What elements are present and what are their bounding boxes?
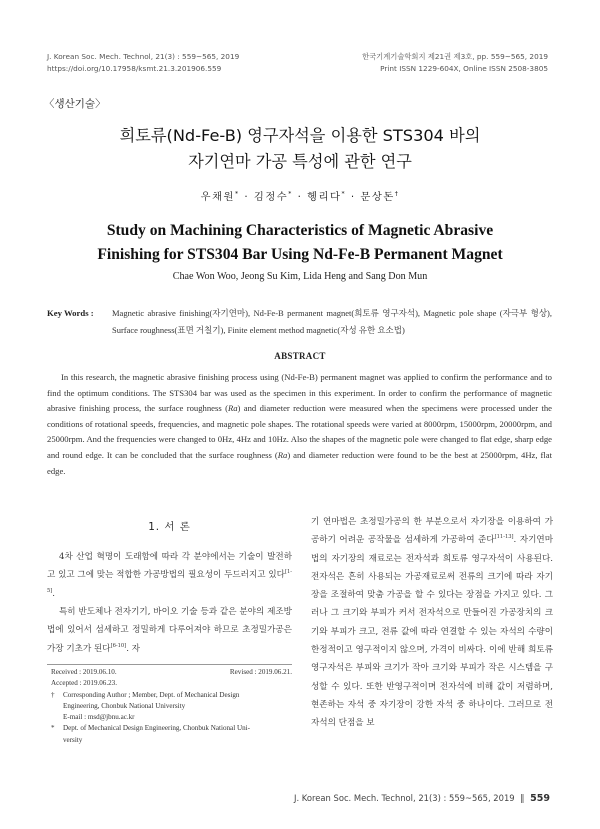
abstract-heading: ABSTRACT [274,351,326,361]
footer-citation: J. Korean Soc. Mech. Technol, 21(3) : 559~565, 2019 [294,793,515,803]
footer [294,793,550,804]
abstract-text-2: ) and diameter reduction were measured when the specimens were processed under the conditions of rotational speeds, frequencies, and magnetic pole shapes. The rotational speeds were varied at 8000rpm, 15000rpm, 20000rpm, and 25000rpm. And the frequencies were changed to 0Hz, 4Hz and 10Hz. Also the shapes of the magnetic pole were changed to flat edge, sharp edge and round edge. It can be concluded that the surface roughness ( [47,403,552,460]
right-text-2: . 자기연마법의 자기장의 재료로는 전자석과 희토류 영구자석이 사용된다. 전자석은 흔히 사용되는 가공재료로써 전류의 크기에 따라 자기장을 조절하여 맞춤 가공을 할 수 있다는 장점을 가지고 있다. 그러나 그 크기와 부피가 커서 전자석으로 만들어진 가공장치의 크기와 부피가 크고, 전류 값에 따라 연결할 수 있는 자석의 수량이 한정적이고 영구적이지 않으며, 가격이 비싸다. 이에 반해 희토류 영구자석은 부피와 크기가 작아 크기와 부피가 작은 시스템을 구성할 수 있다. 또한 반영구적이며 전자석에 비해 값이 저렴하며, 현존하는 자석 중 자기장이 강한 자석 중 하나이다. 그러므로 전자석의 단점을 보 [311,535,553,729]
received-date: Received : 2019.06.10. [51,668,117,676]
footer-separator: ‖ [520,793,525,803]
article-category: 〈생산기술〉 [44,98,106,110]
intro-paragraph-1 [47,548,292,603]
authors-korean [0,188,600,203]
author-separator: · [292,191,308,203]
title-korean-line2: 자기연마 가공 특성에 관한 연구 [188,152,412,171]
keywords-block [47,305,552,339]
title-english-line1: Study on Machining Characteristics of Magnetic Abrasive [106,222,494,239]
authors-english: Chae Won Woo, Jeong Su Kim, Lida Heng and Sang Don Mun [172,271,428,282]
author-mark: * [234,190,240,198]
corresponding-email: E-mail : msd@jbnu.ac.kr [63,713,135,722]
author-ko-2: 김정수 [253,191,289,203]
intro-text-2-end: . 자 [126,643,140,654]
affiliation-note [47,723,292,746]
intro-text-1: 4차 산업 혁명이 도래함에 따라 각 분야에서는 기술이 발전하고 있고 그에 맞는 적합한 가공방법의 필요성이 두드러지고 있다 [47,552,292,581]
affiliation-line2: versity [63,735,83,744]
author-ko-1: 우채원 [200,191,235,203]
revised-date: Revised : 2019.06.21. [229,668,292,676]
header-doi: https://doi.org/10.17958/ksmt.21.3.201906.559 [47,64,222,73]
author-mark: * [341,190,347,198]
citation-ref: [6-10] [110,642,127,649]
intro-text-1-end: . [52,588,56,599]
abstract-text-3: ) and diameter reduction were found to be the best at 25000rpm, 4Hz, flat edge. [47,449,552,476]
abstract-text-1: In this research, the magnetic abrasive finishing process using (Nd-Fe-B) permanent magnet was applied to confirm the performance and to find the optimum conditions. The STS304 bar was used as the specimen in this experiment. In order to confirm the performance of magnetic abrasive finishing process, the surface roughness ( [47,372,552,414]
title-english-line2: Finishing for STS304 Bar Using Nd-Fe-B Permanent Magnet [97,245,503,263]
title-korean [0,123,600,175]
author-ko-3: 헹리다 [307,191,342,203]
author-ko-4: 문상돈 [360,191,395,203]
corresponding-author [47,690,292,724]
dagger-mark: † [51,690,55,699]
abstract-ra: Ra [277,449,288,460]
author-separator: · [346,191,361,203]
affiliation-line1: Dept. of Mechanical Design Engineering, Chonbuk National Uni- [63,724,250,733]
header-journal-citation: J. Korean Soc. Mech. Technol, 21(3) : 559~565, 2019 [47,52,240,61]
author-dagger: † [394,190,400,198]
abstract-ra: Ra [227,403,238,414]
title-english [0,219,600,266]
citation-ref: [11-13] [494,534,514,541]
footnote-divider [47,664,292,665]
corresponding-line1: Corresponding Author ; Member, Dept. of Mechanical Design [63,690,240,699]
section-heading-introduction: 1. 서 론 [148,521,191,533]
right-column-text [311,513,553,733]
keywords-label: Key Words : [47,308,94,318]
title-korean-line1: 희토류(Nd-Fe-B) 영구자석을 이용한 STS304 바의 [119,126,481,145]
abstract-body [47,370,552,479]
header-korean-citation: 한국기계기술학회지 제21권 제3호, pp. 559~565, 2019 [362,52,548,61]
intro-paragraph-2 [47,603,292,658]
keywords-text: Magnetic abrasive finishing(자기연마), Nd-Fe-B permanent magnet(희토류 영구자석), Magnetic pole shape (자극부 형상), Surface roughness(표면 거칠기), Finite element method magnetic(자성 유한 요소법) [112,308,552,335]
author-mark: * [288,190,293,198]
corresponding-line2: Engineering, Chonbuk National University [63,701,186,710]
asterisk-mark: * [51,724,55,733]
intro-text-2: 특히 반도체나 전자기기, 바이오 기술 등과 같은 분야의 제조방법에 있어서 섬세하고 정밀하게 다루어져야 하므로 초정밀가공은 가장 기초가 된다 [47,607,292,654]
header-issn: Print ISSN 1229-604X, Online ISSN 2508-3805 [380,64,548,73]
author-separator: · [239,191,254,203]
accepted-date: Accepted : 2019.06.23. [51,679,117,688]
page-number: 559 [530,793,550,804]
right-text-1: 기 연마법은 초정밀가공의 한 부분으로서 자기장을 이용하여 가공하기 어려운 공작물을 섬세하게 가공하여 준다 [311,517,553,546]
citation-ref: [1-5] [47,569,292,594]
footnotes [47,667,292,746]
